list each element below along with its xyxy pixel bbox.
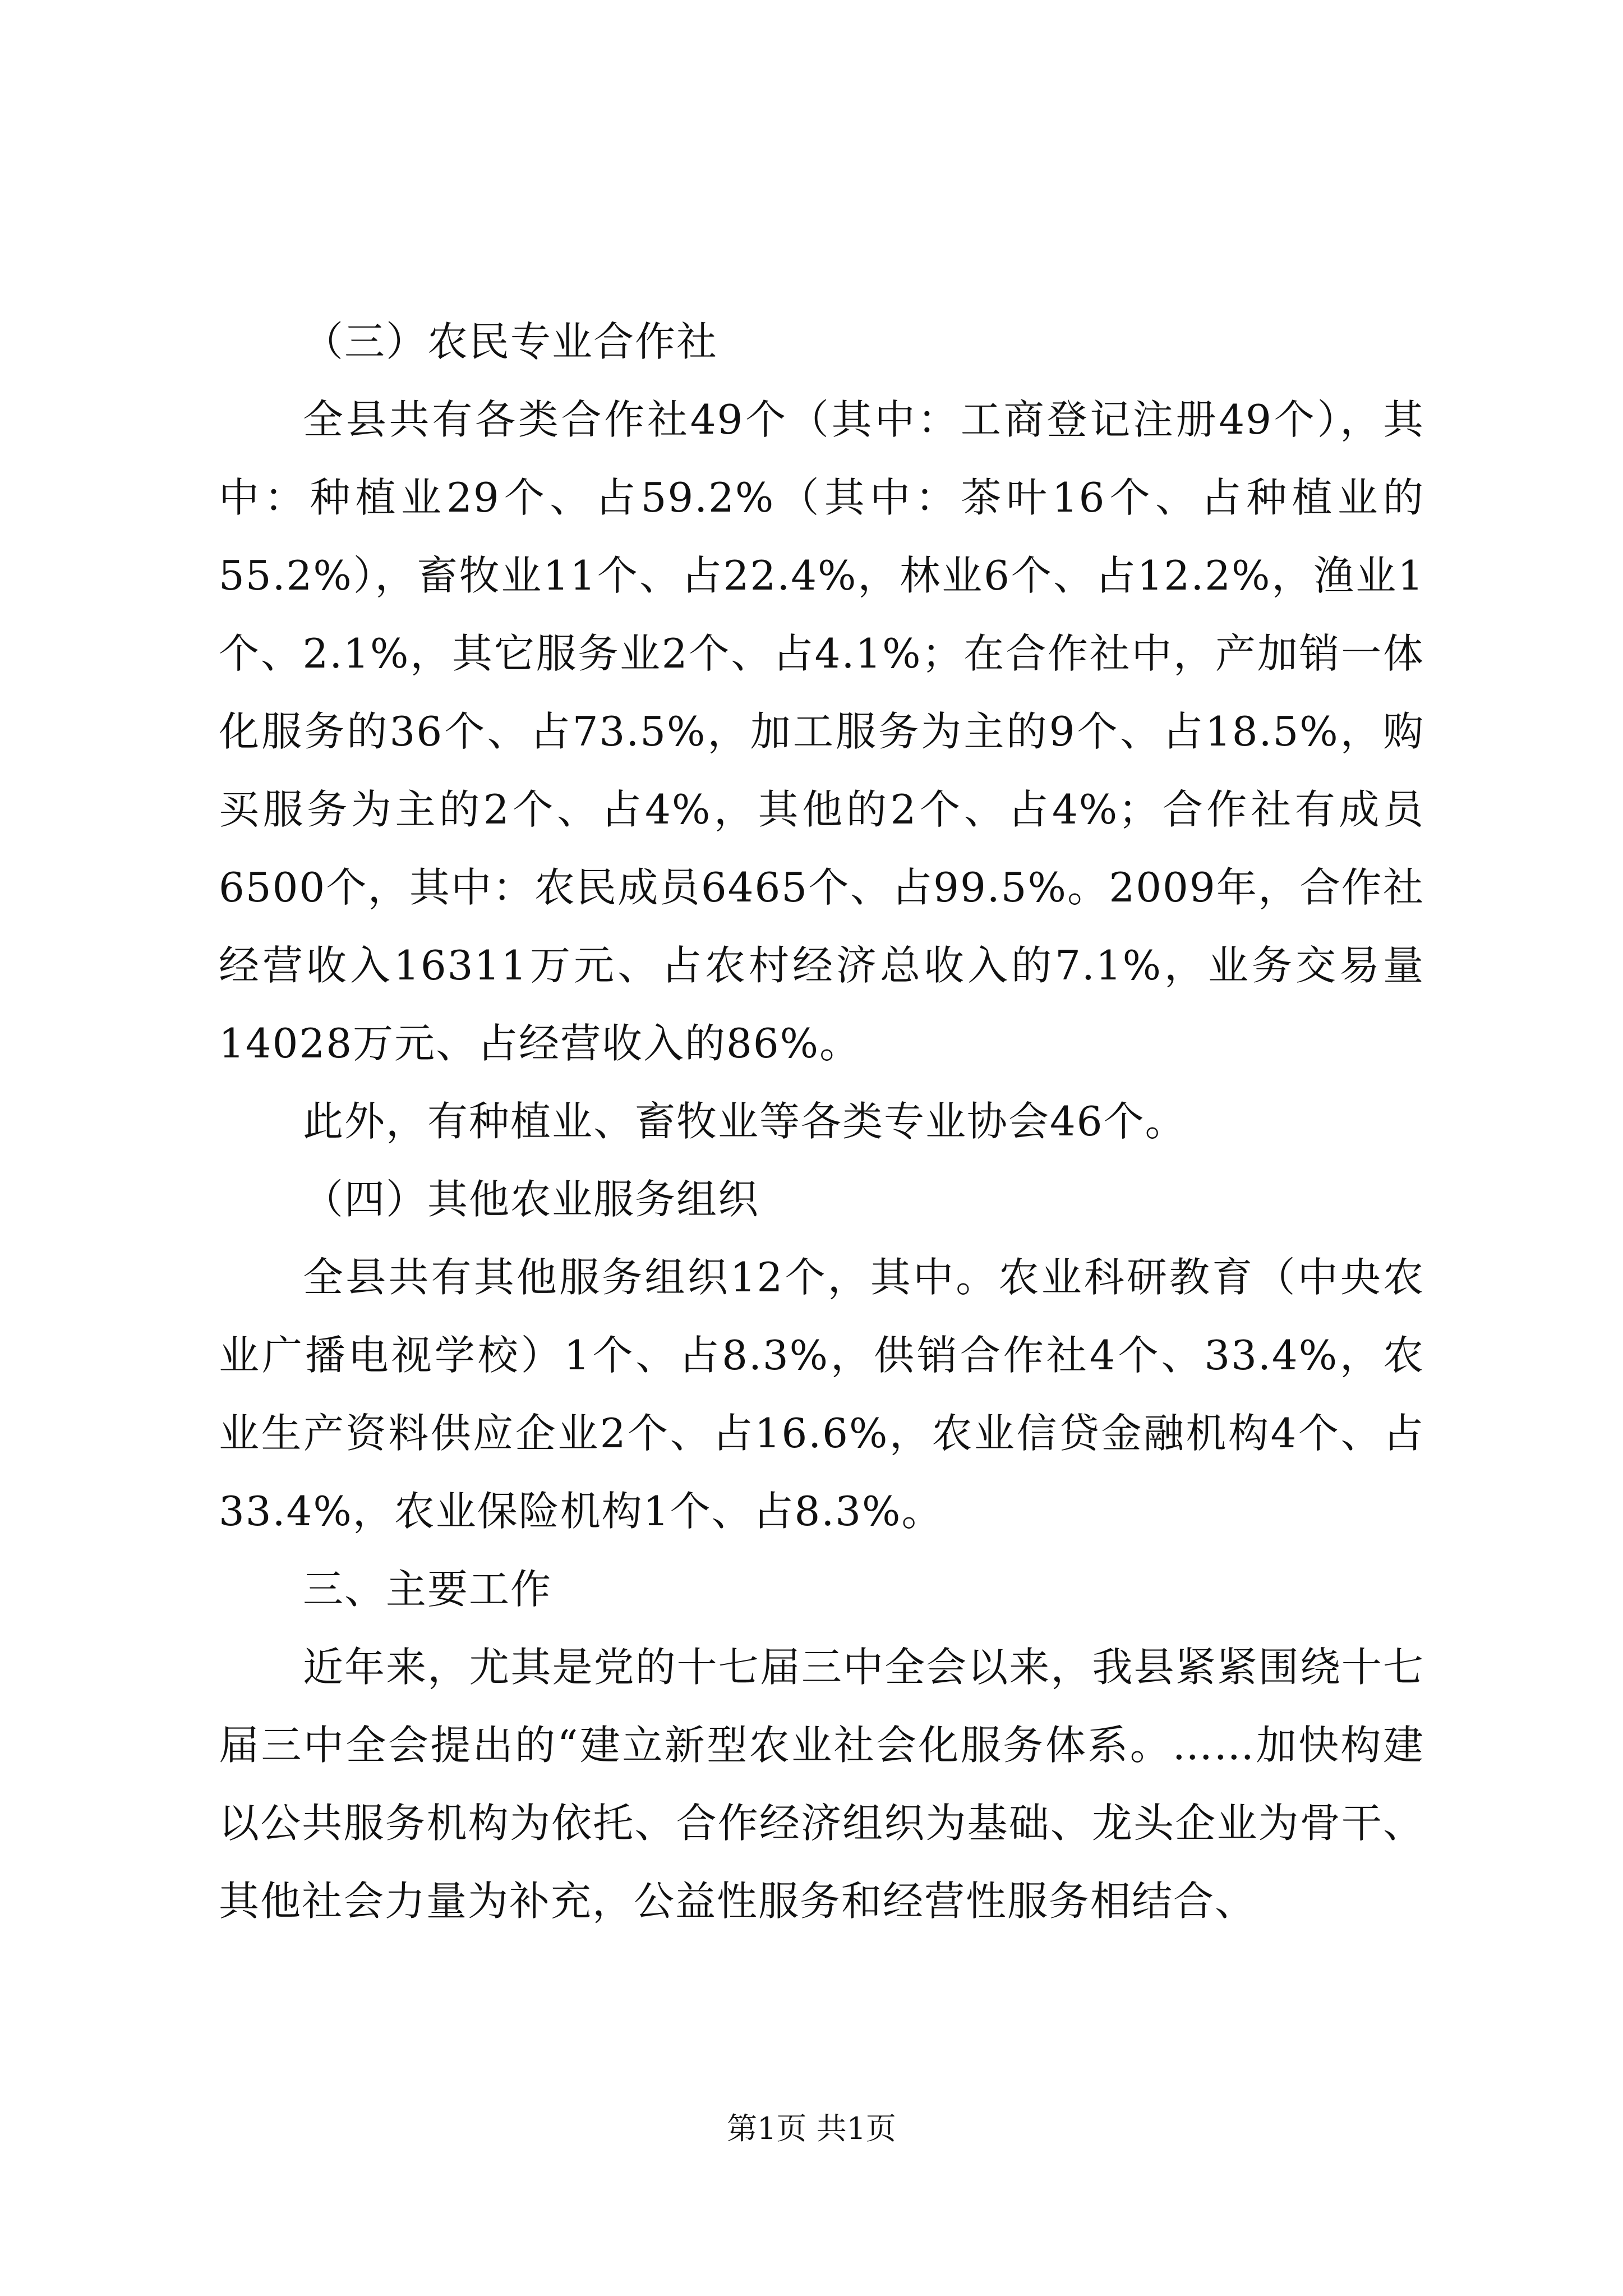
section-heading-main-work: 三、主要工作 [303, 1566, 552, 1613]
paragraph-other-services-stats: 全县共有其他服务组织12个，其中。农业科研教育（中央农业广播电视学校）1个、占8.3%，供销合作社4个、33.4%，农业生产资料供应企业2个、占16.6%，农业信贷金融机构4个、占33.4%，农业保险机构1个、占8.3%。 [219, 1254, 1424, 1535]
paragraph-associations: 此外，有种植业、畜牧业等各类专业协会46个。 [303, 1098, 1187, 1145]
paragraph-cooperatives-stats: 全县共有各类合作社49个（其中：工商登记注册49个），其中：种植业29个、占59.2%（其中：茶叶16个、占种植业的55.2%），畜牧业11个、占22.4%，林业6个、占12.2%，渔业1个、2.1%，其它服务业2个、占4.1%；在合作社中，产加销一体化服务的36个、占73.5%，加工服务为主的9个、占18.5%，购买服务为主的2个、占4%，其他的2个、占4%；合作社有成员6500个，其中：农民成员6465个、占99.5%。2009年，合作社经营收入16311万元、占农村经济总收入的7.1%，业务交易量14028万元、占经营收入的86%。 [219, 396, 1424, 1067]
paragraph-main-work: 近年来，尤其是党的十七届三中全会以来，我县紧紧围绕十七届三中全会提出的“建立新型农业社会化服务体系。……加快构建以公共服务机构为依托、合作经济组织为基础、龙头企业为骨干、其他社会力量为补充，公益性服务和经营性服务相结合、 [219, 1644, 1424, 1925]
page-footer: 第1页 共1页 [727, 2111, 896, 2146]
section-heading-other-services: （四）其他农业服务组织 [303, 1176, 760, 1223]
document-body [219, 303, 1424, 1940]
section-heading-cooperatives: （三）农民专业合作社 [303, 318, 718, 365]
